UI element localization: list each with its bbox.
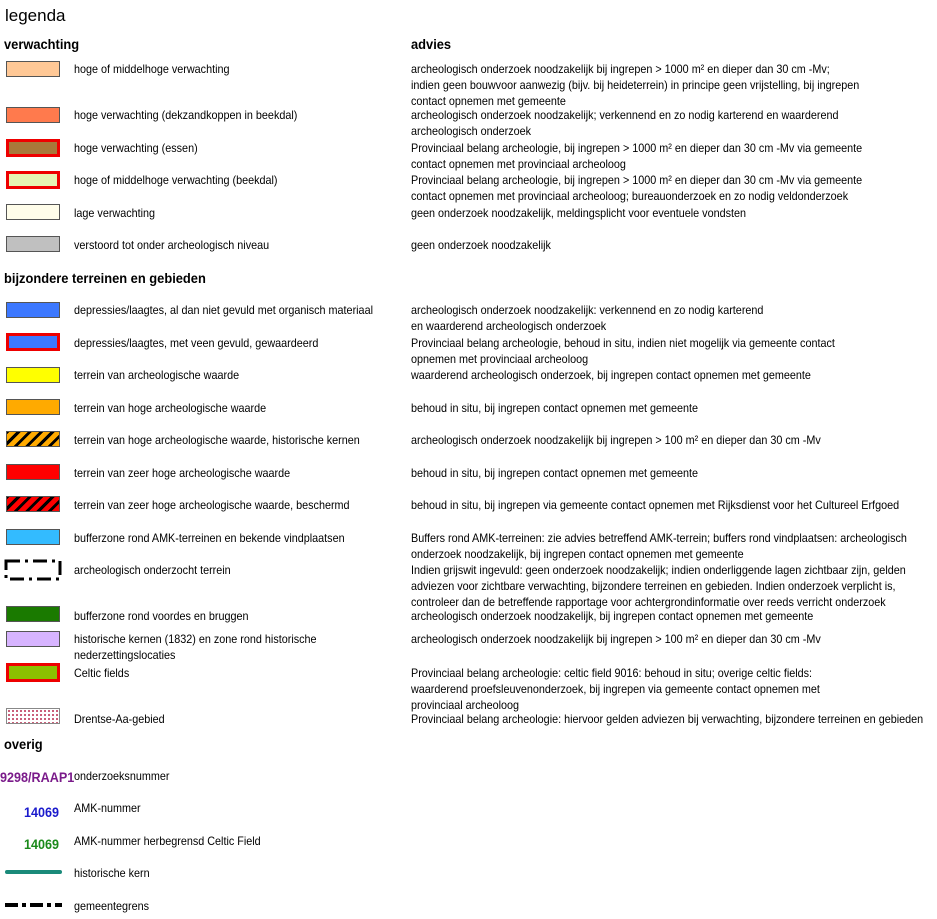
legend-label: onderzoeksnummer — [74, 769, 170, 783]
legend-advies: behoud in situ, bij ingrepen contact opnemen met gemeente — [411, 466, 699, 480]
swatch-orange-dark — [6, 107, 60, 123]
swatch-orange-hatched — [6, 431, 60, 447]
legend-title: legenda — [5, 6, 66, 25]
legend-label: historische kern — [74, 866, 150, 880]
legend-label: Celtic fields — [74, 666, 130, 680]
legend-label: depressies/laagtes, al dan niet gevuld met organisch materiaal — [74, 303, 373, 317]
swatch-lilac — [6, 631, 60, 647]
legend-label: hoge of middelhoge verwachting — [74, 62, 230, 76]
amk-nummer-symbol: 14069 — [24, 804, 60, 820]
legend-label: AMK-nummer — [74, 801, 141, 815]
legend-advies: archeologisch onderzoek noodzakelijk bij ingrepen > 100 m² en dieper dan 30 cm -Mv — [411, 632, 821, 646]
legend-label: bufferzone rond AMK-terreinen en bekende vindplaatsen — [74, 531, 345, 545]
legend-advies: Provinciaal belang archeologie: hiervoor gelden adviezen bij verwachting, bijzondere terreinen en gebieden — [411, 712, 924, 726]
legend-label: Drentse-Aa-gebied — [74, 712, 165, 726]
legend-advies: archeologisch onderzoek noodzakelijk: verkennend en zo nodig karterend en waarderend archeologisch onderzoek — [411, 303, 764, 333]
legend-advies: archeologisch onderzoek noodzakelijk; verkennend en zo nodig karterend en waarderend archeologisch onderzoek — [411, 108, 839, 138]
gemeentegrens-line — [4, 901, 64, 909]
legend-label: gemeentegrens — [74, 899, 150, 913]
legend-label: hoge verwachting (dekzandkoppen in beekdal) — [74, 108, 298, 122]
legend-advies: Provinciaal belang archeologie, bij ingrepen > 1000 m² en dieper dan 30 cm -Mv via gemeente contact opnemen met provinciaal archeoloog; bureauonderzoek en zo nodig veldonderzoek — [411, 173, 863, 203]
swatch-grey — [6, 236, 60, 252]
legend-advies: geen onderzoek noodzakelijk, meldingsplicht voor eventuele vondsten — [411, 206, 747, 220]
swatch-cream — [6, 204, 60, 220]
dash-dot-outline-symbol — [4, 559, 62, 581]
swatch-dark-green — [6, 606, 60, 622]
amk-celtic-symbol: 14069 — [24, 836, 60, 852]
swatch-dotted — [6, 708, 60, 724]
swatch-red-hatched — [6, 496, 60, 512]
legend-advies: behoud in situ, bij ingrepen contact opnemen met gemeente — [411, 401, 699, 415]
legend-label: historische kernen (1832) en zone rond historische nederzettingslocaties — [74, 632, 317, 662]
legend-label: terrein van hoge archeologische waarde — [74, 401, 267, 415]
legend-advies: Indien grijswit ingevuld: geen onderzoek noodzakelijk; indien onderliggende lagen zichtbaar zijn, gelden adviezen voor zichtbare verwachting, bijzondere terreinen en gebieden. Indien onderzoek verplicht is, controleer dan de betreffende rapportage voor achtergrondinformatie over reeds verricht onderzoek — [411, 563, 906, 609]
legend-label: terrein van archeologische waarde — [74, 368, 240, 382]
legend-label: bufferzone rond voordes en bruggen — [74, 609, 249, 623]
section-header-bijzondere: bijzondere terreinen en gebieden — [4, 270, 206, 286]
legend-label: archeologisch onderzocht terrein — [74, 563, 231, 577]
legend-advies: Buffers rond AMK-terreinen: zie advies betreffend AMK-terrein; buffers rond vindplaatsen: archeologisch onderzoek noodzakelijk, bij ingrepen contact opnemen met gemeente — [411, 531, 907, 561]
swatch-orange-light — [6, 61, 60, 77]
legend-label: terrein van hoge archeologische waarde, historische kernen — [74, 433, 360, 447]
legend-label: terrein van zeer hoge archeologische waarde, beschermd — [74, 498, 350, 512]
swatch-light-blue — [6, 529, 60, 545]
legend-label: AMK-nummer herbegrensd Celtic Field — [74, 834, 261, 848]
legend-advies: archeologisch onderzoek noodzakelijk bij ingrepen > 1000 m² en dieper dan 30 cm -Mv; indien geen bouwvoor aanwezig (bijv. bij heideterrein) in principe geen vrijstelling, bij ingrepen contact opnemen met gemeente — [411, 62, 860, 108]
legend-label: terrein van zeer hoge archeologische waarde — [74, 466, 291, 480]
section-header-verwachting: verwachting — [4, 36, 80, 52]
legend-advies: behoud in situ, bij ingrepen via gemeente contact opnemen met Rijksdienst voor het Cultureel Erfgoed — [411, 498, 900, 512]
onderzoeksnummer-symbol: 9298/RAAP1 — [0, 769, 75, 785]
legend-advies: Provinciaal belang archeologie: celtic field 9016: behoud in situ; overige celtic fields: waarderend proefsleuvenonderzoek, bij ingrepen via gemeente contact opnemen met provinciaal archeoloog — [411, 666, 820, 712]
legend-advies: Provinciaal belang archeologie, behoud in situ, indien niet mogelijk via gemeente contact opnemen met provinciaal archeoloog — [411, 336, 835, 366]
swatch-orange — [6, 399, 60, 415]
legend-label: depressies/laagtes, met veen gevuld, gewaardeerd — [74, 336, 319, 350]
swatch-olive-red-border — [6, 663, 60, 682]
legend-advies: geen onderzoek noodzakelijk — [411, 238, 551, 252]
legend-label: hoge of middelhoge verwachting (beekdal) — [74, 173, 278, 187]
swatch-blue — [6, 302, 60, 318]
legend-label: hoge verwachting (essen) — [74, 141, 198, 155]
section-header-advies: advies — [411, 36, 452, 52]
legend-label: verstoord tot onder archeologisch niveau — [74, 238, 270, 252]
swatch-light-green-red-border — [6, 171, 60, 189]
swatch-blue-red-border — [6, 333, 60, 351]
legend-advies: waarderend archeologisch onderzoek, bij ingrepen contact opnemen met gemeente — [411, 368, 811, 382]
historische-kern-line — [5, 870, 62, 874]
swatch-yellow — [6, 367, 60, 383]
legend-advies: archeologisch onderzoek noodzakelijk, bij ingrepen contact opnemen met gemeente — [411, 609, 814, 623]
legend-label: lage verwachting — [74, 206, 156, 220]
legend-advies: archeologisch onderzoek noodzakelijk bij ingrepen > 100 m² en dieper dan 30 cm -Mv — [411, 433, 821, 447]
swatch-brown-red-border — [6, 139, 60, 157]
section-header-overig: overig — [4, 736, 43, 752]
legend-advies: Provinciaal belang archeologie, bij ingrepen > 1000 m² en dieper dan 30 cm -Mv via gemeente contact opnemen met provinciaal archeoloog — [411, 141, 863, 171]
swatch-red — [6, 464, 60, 480]
